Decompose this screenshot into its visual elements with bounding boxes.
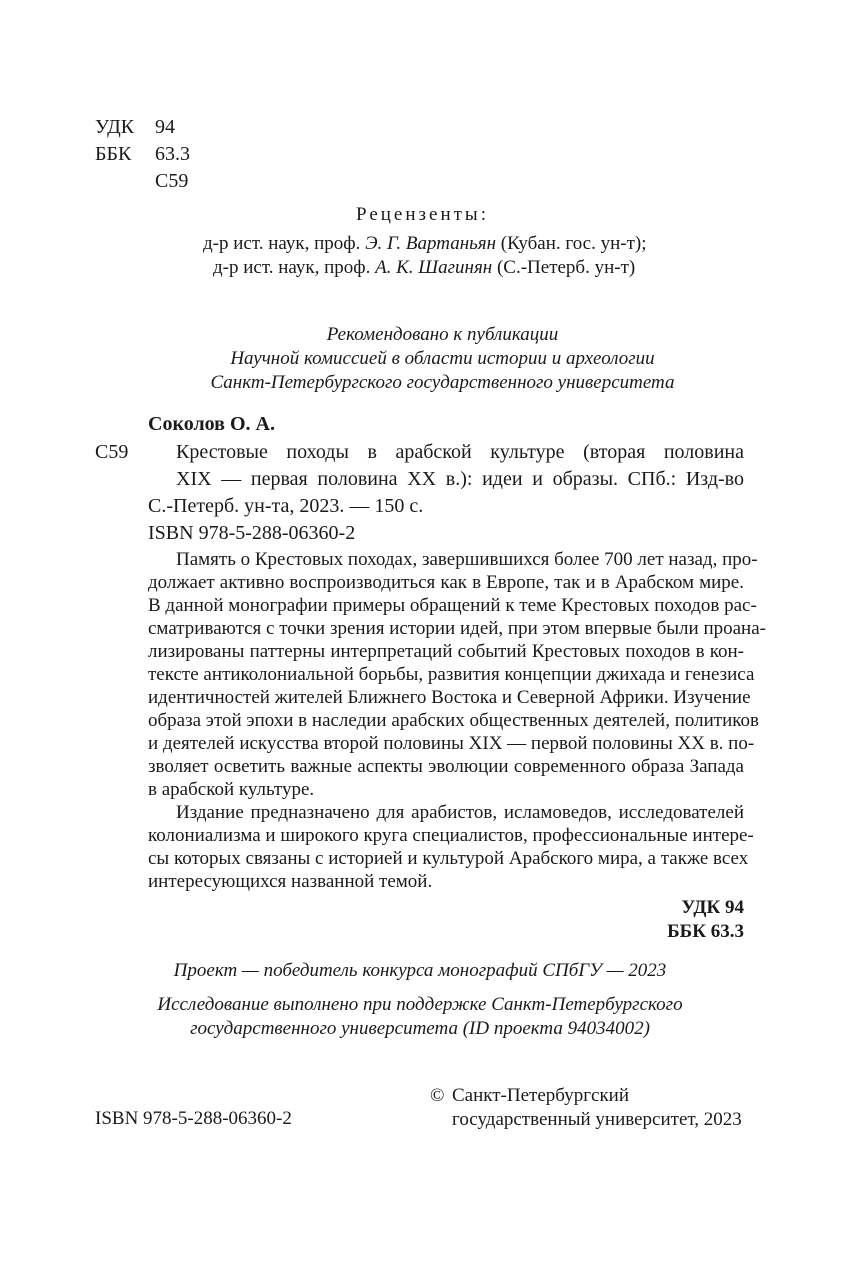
bibliography-mark: С59 <box>95 441 129 463</box>
reviewer-2-suffix: (С.-Петерб. ун-т) <box>496 257 636 278</box>
recommendation-line-1: Рекомендовано к публикации <box>326 324 559 345</box>
abstract-paragraph-1 <box>148 548 766 801</box>
abstract-line: Память о Крестовых походах, завершившихся более 700 лет назад, про- <box>176 549 758 570</box>
abstract-line: колониализма и широкого круга специалистов, профессиональные интере- <box>148 825 754 846</box>
reviewer-1-prefix: д-р ист. наук, проф. <box>203 233 361 254</box>
support-line-2: государственного университета (ID проекта 94034002) <box>190 1018 650 1039</box>
abstract-line: должает активно воспроизводиться как в Европе, так и в Арабском мире. <box>148 572 744 593</box>
bibliography-title <box>176 439 744 493</box>
reviewers-heading: Рецензенты: <box>356 204 489 225</box>
reviewer-2-name: А. К. Шагинян <box>375 257 493 278</box>
footer-isbn: ISBN 978-5-288-06360-2 <box>95 1108 292 1129</box>
author-mark: С59 <box>155 170 189 192</box>
reviewer-1-name: Э. Г. Вартаньян <box>365 233 497 254</box>
abstract-line: тексте антиколониальной борьбы, развития концепции джихада и генезиса <box>148 664 755 685</box>
abstract-line: Издание предназначено для арабистов, исламоведов, исследователей <box>176 802 744 823</box>
reviewer-1-suffix: (Кубан. гос. ун-т); <box>500 233 647 254</box>
abstract-line: лизированы паттерны интерпретаций событий Крестовых походов в кон- <box>148 641 744 662</box>
abstract-paragraph-2 <box>148 801 754 893</box>
index-udk: УДК 94 <box>681 897 744 918</box>
publisher-line-2: государственный университет, 2023 <box>452 1109 742 1130</box>
bibliography-line-3: С.-Петерб. ун-та, 2023. — 150 с. <box>148 495 424 517</box>
recommendation-block <box>150 323 735 395</box>
recommendation-line-2: Научной комиссией в области истории и археологии <box>230 348 655 369</box>
bbk-label: ББК <box>95 143 132 165</box>
abstract-line: интересующихся названной темой. <box>148 871 433 892</box>
udk-value: 94 <box>155 116 175 138</box>
author-name: Соколов О. А. <box>148 413 275 435</box>
abstract-line: В данной монографии примеры обращений к теме Крестовых походов рас- <box>148 595 757 616</box>
recommendation-line-3: Санкт-Петербургского государственного университета <box>210 372 675 393</box>
abstract <box>148 548 766 893</box>
bbk-value: 63.3 <box>155 143 190 165</box>
bibliography-isbn: ISBN 978-5-288-06360-2 <box>148 522 356 544</box>
abstract-line: и деятелей искусства второй половины XIX — первой половины XX в. по- <box>148 733 755 754</box>
reviewer-2 <box>213 257 635 279</box>
udk-label: УДК <box>95 116 135 138</box>
copyright-symbol: © <box>430 1085 445 1106</box>
bibliography-line-2: XIX — первая половина XX в.): идеи и образы. СПб.: Изд-во <box>176 468 744 490</box>
support-note <box>110 993 730 1041</box>
abstract-line: сматриваются с точки зрения истории идей, при этом впервые были проана- <box>148 618 766 639</box>
reviewer-2-prefix: д-р ист. наук, проф. <box>213 257 371 278</box>
reviewer-1 <box>203 233 647 255</box>
support-line-1: Исследование выполнено при поддержке Санкт-Петербургского <box>157 994 683 1015</box>
abstract-line: зволяет осветить важные аспекты эволюции современного образа Запада <box>148 756 744 777</box>
index-bbk: ББК 63.3 <box>667 921 744 942</box>
abstract-line: образа этой эпохи в наследии арабских общественных деятелей, политиков <box>148 710 759 731</box>
abstract-line: сы которых связаны с историей и культурой Арабского мира, а также всех <box>148 848 749 869</box>
project-note: Проект — победитель конкурса монографий СПбГУ — 2023 <box>173 960 667 981</box>
bibliography-line-1: Крестовые походы в арабской культуре (вторая половина <box>176 441 744 463</box>
abstract-line: идентичностей жителей Ближнего Востока и Северной Африки. Изучение <box>148 687 751 708</box>
abstract-line: в арабской культуре. <box>148 779 315 800</box>
publisher-line-1: Санкт-Петербургский <box>452 1085 630 1106</box>
index-right <box>600 896 744 944</box>
